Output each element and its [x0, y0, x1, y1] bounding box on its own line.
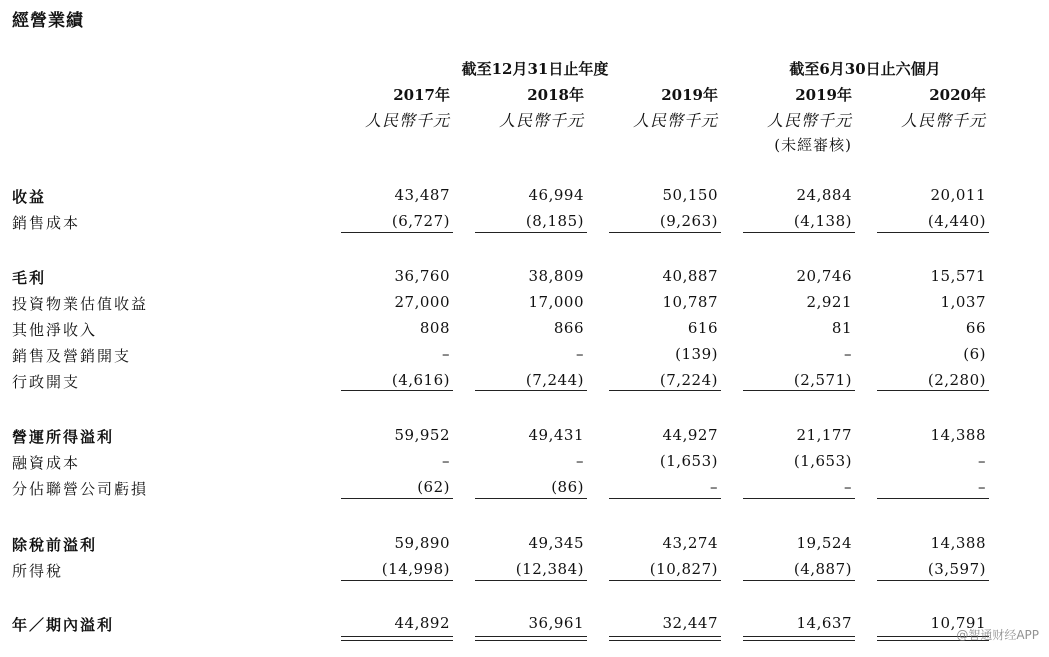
table-cell: 866 — [553, 319, 584, 337]
table-cell: (4,440) — [927, 212, 986, 230]
table-cell: 66 — [965, 319, 986, 337]
group-header-annual: 截至12月31日止年度 — [461, 60, 609, 78]
table-cell: 14,637 — [796, 614, 852, 632]
table-cell: 14,388 — [930, 534, 986, 552]
table-cell: – — [710, 478, 718, 496]
table-cell: 49,431 — [528, 426, 584, 444]
table-cell: – — [844, 478, 852, 496]
table-cell: 36,760 — [394, 267, 450, 285]
table-cell: 14,388 — [930, 426, 986, 444]
table-cell: (1,653) — [793, 452, 852, 470]
table-cell: 15,571 — [930, 267, 986, 285]
subtotal-rule — [341, 580, 453, 581]
table-cell: 44,927 — [662, 426, 718, 444]
table-cell: 27,000 — [394, 293, 450, 311]
table-cell: 24,884 — [796, 186, 852, 204]
col-year-2017: 2017年 — [393, 86, 450, 104]
row-label: 投資物業估值收益 — [12, 295, 149, 313]
total-double-rule — [475, 636, 587, 641]
total-double-rule — [743, 636, 855, 641]
row-label: 銷售及營銷開支 — [12, 347, 132, 365]
table-cell: (62) — [417, 478, 450, 496]
table-cell: (4,138) — [793, 212, 852, 230]
table-cell: (7,244) — [525, 371, 584, 389]
table-cell: 81 — [831, 319, 852, 337]
col-unit-2017: 人民幣千元 — [364, 111, 450, 130]
table-cell: (1,653) — [659, 452, 718, 470]
table-cell: 43,487 — [394, 186, 450, 204]
row-label: 營運所得溢利 — [12, 428, 115, 446]
row-label: 分佔聯營公司虧損 — [12, 480, 149, 498]
table-cell: – — [978, 478, 986, 496]
subtotal-rule — [743, 232, 855, 233]
table-cell: 20,011 — [930, 186, 986, 204]
row-label: 行政開支 — [12, 373, 81, 391]
table-cell: 20,746 — [796, 267, 852, 285]
row-label: 年／期內溢利 — [12, 616, 115, 634]
subtotal-rule — [475, 232, 587, 233]
subtotal-rule — [743, 498, 855, 499]
subtotal-rule — [475, 580, 587, 581]
table-cell: (139) — [675, 345, 718, 363]
col-year-2019: 2019年 — [661, 86, 718, 104]
total-double-rule — [341, 636, 453, 641]
table-cell: (7,224) — [659, 371, 718, 389]
table-cell: 808 — [419, 319, 450, 337]
col-year-2020-h1: 2020年 — [929, 86, 986, 104]
row-label: 銷售成本 — [12, 214, 81, 232]
row-label: 所得稅 — [12, 562, 64, 580]
table-cell: 40,887 — [662, 267, 718, 285]
table-cell: (14,998) — [381, 560, 450, 578]
table-cell: – — [576, 452, 584, 470]
row-label: 收益 — [12, 188, 47, 206]
table-cell: (86) — [551, 478, 584, 496]
total-double-rule — [609, 636, 721, 641]
table-cell: 17,000 — [528, 293, 584, 311]
table-cell: 59,890 — [394, 534, 450, 552]
col-unit-2020-h1: 人民幣千元 — [900, 111, 986, 130]
table-cell: 59,952 — [394, 426, 450, 444]
col-unit-2019-h1: 人民幣千元 — [766, 111, 852, 130]
table-cell: (8,185) — [525, 212, 584, 230]
table-cell: 10,791 — [930, 614, 986, 632]
table-cell: 616 — [687, 319, 718, 337]
subtotal-rule — [877, 580, 989, 581]
table-cell: (12,384) — [515, 560, 584, 578]
table-cell: – — [978, 452, 986, 470]
subtotal-rule — [475, 498, 587, 499]
table-cell: 38,809 — [528, 267, 584, 285]
col-unit-2019: 人民幣千元 — [632, 111, 718, 130]
subtotal-rule — [609, 390, 721, 391]
table-cell: 49,345 — [528, 534, 584, 552]
table-cell: (6,727) — [391, 212, 450, 230]
col-year-2019-h1: 2019年 — [795, 86, 852, 104]
col-year-2018: 2018年 — [527, 86, 584, 104]
table-cell: – — [844, 345, 852, 363]
table-cell: – — [442, 452, 450, 470]
subtotal-rule — [743, 390, 855, 391]
row-label: 融資成本 — [12, 454, 81, 472]
subtotal-rule — [877, 390, 989, 391]
table-cell: (2,280) — [927, 371, 986, 389]
subtotal-rule — [341, 498, 453, 499]
table-cell: 1,037 — [940, 293, 986, 311]
table-cell: 44,892 — [394, 614, 450, 632]
table-cell: (4,887) — [793, 560, 852, 578]
section-title: 經營業績 — [12, 11, 84, 31]
table-cell: (6) — [963, 345, 986, 363]
subtotal-rule — [475, 390, 587, 391]
subtotal-rule — [877, 232, 989, 233]
table-cell: 21,177 — [796, 426, 852, 444]
group-header-six-months: 截至6月30日止六個月 — [789, 60, 941, 78]
table-cell: 32,447 — [662, 614, 718, 632]
subtotal-rule — [609, 498, 721, 499]
table-cell: 10,787 — [662, 293, 718, 311]
row-label: 除稅前溢利 — [12, 536, 98, 554]
subtotal-rule — [743, 580, 855, 581]
table-cell: 50,150 — [662, 186, 718, 204]
table-cell: (2,571) — [793, 371, 852, 389]
subtotal-rule — [341, 390, 453, 391]
table-cell: 2,921 — [806, 293, 852, 311]
table-cell: (10,827) — [649, 560, 718, 578]
subtotal-rule — [609, 580, 721, 581]
table-cell: 19,524 — [796, 534, 852, 552]
row-label: 毛利 — [12, 269, 47, 287]
subtotal-rule — [341, 232, 453, 233]
row-label: 其他淨收入 — [12, 321, 98, 339]
subtotal-rule — [609, 232, 721, 233]
table-cell: (3,597) — [927, 560, 986, 578]
watermark: @智通财经APP — [956, 628, 1039, 642]
col-unit-2018: 人民幣千元 — [498, 111, 584, 130]
table-cell: 36,961 — [528, 614, 584, 632]
subtotal-rule — [877, 498, 989, 499]
unaudited-note: (未經審核) — [774, 136, 852, 154]
table-cell: – — [576, 345, 584, 363]
table-cell: (4,616) — [391, 371, 450, 389]
table-cell: (9,263) — [659, 212, 718, 230]
table-cell: 46,994 — [528, 186, 584, 204]
table-cell: 43,274 — [662, 534, 718, 552]
table-cell: – — [442, 345, 450, 363]
